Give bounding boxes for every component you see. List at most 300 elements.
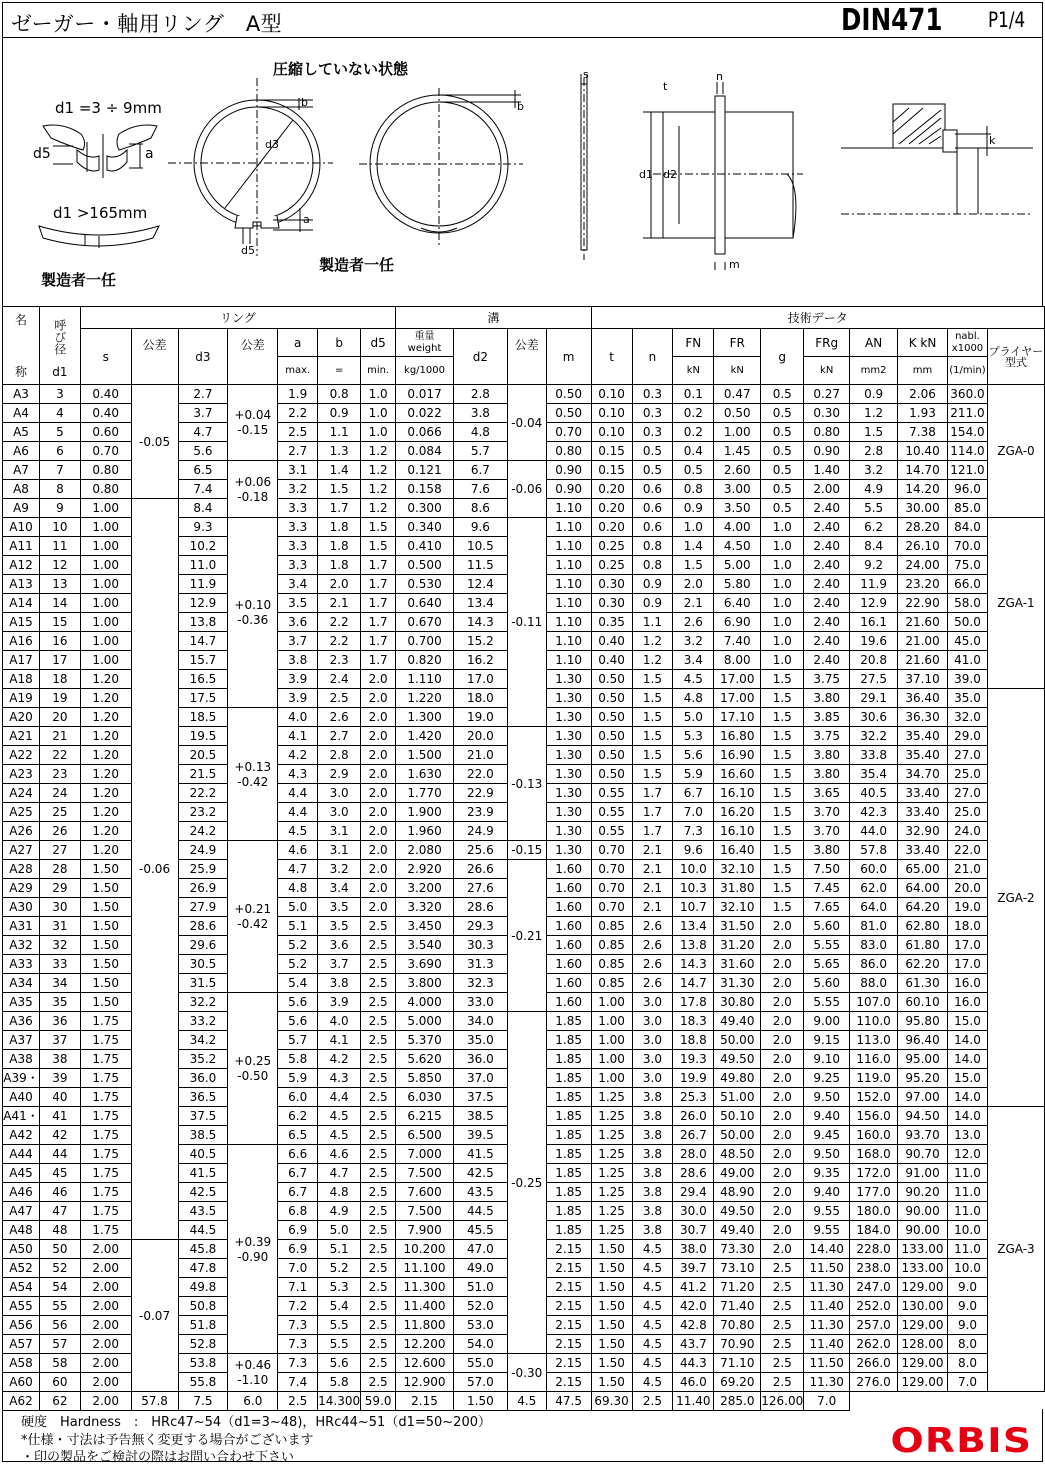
cell-g: 2.0	[761, 936, 804, 955]
cell-nabl: 58.0	[948, 594, 988, 613]
cell-weight: 5.850	[396, 1069, 454, 1088]
cell-nabl: 12.0	[948, 1145, 988, 1164]
cell-m: 1.60	[546, 898, 591, 917]
cell-d2: 35.0	[453, 1031, 507, 1050]
inquiry-note: ・印の製品をご検討の際はお問い合わせ下さい	[21, 1450, 295, 1464]
cell-m: 2.15	[546, 1373, 591, 1392]
cell-m: 0.50	[546, 385, 591, 404]
cell-d3: 26.9	[178, 879, 228, 898]
cell-fr: 0.47	[714, 385, 761, 404]
cell-g: 2.5	[761, 1259, 804, 1278]
cell-g: 2.0	[761, 1221, 804, 1240]
cell-s: 1.75	[80, 1088, 131, 1107]
cell-a: 3.2	[278, 480, 318, 499]
cell-s: 1.75	[80, 1031, 131, 1050]
s-dim-label: s	[583, 68, 589, 81]
cell-fr: 69.30	[591, 1392, 632, 1411]
groove-group-header: 溝	[396, 307, 592, 329]
table-row	[3, 1392, 1045, 1411]
installed-detail	[841, 104, 1033, 214]
cell-nabl: 84.0	[948, 518, 988, 537]
cell-n: 3.8	[632, 1202, 673, 1221]
cell-m: 1.30	[546, 670, 591, 689]
cell-name: A3	[3, 385, 40, 404]
cell-nominal: 31	[39, 917, 80, 936]
cell-a: 7.3	[278, 1335, 318, 1354]
cell-t: 0.50	[591, 708, 632, 727]
cell-fr: 17.00	[714, 670, 761, 689]
cell-d3: 13.8	[178, 613, 228, 632]
cell-k: 62.80	[898, 917, 948, 936]
cell-d3: 22.2	[178, 784, 228, 803]
cell-an: 168.0	[850, 1145, 898, 1164]
cell-s: 1.50	[80, 860, 131, 879]
cell-d5: 2.5	[361, 1373, 396, 1392]
cell-d5: 2.0	[361, 822, 396, 841]
cell-t: 0.70	[591, 898, 632, 917]
cell-m: 1.85	[546, 1145, 591, 1164]
cell-m: 1.85	[546, 1107, 591, 1126]
cell-t: 0.50	[591, 765, 632, 784]
cell-name: A46	[3, 1183, 40, 1202]
cell-nabl: 11.0	[948, 1202, 988, 1221]
cell-frg: 9.40	[804, 1107, 850, 1126]
cell-an: 247.0	[850, 1278, 898, 1297]
cell-n: 1.7	[632, 803, 673, 822]
cell-an: 5.5	[850, 499, 898, 518]
m-dim-label: m	[729, 258, 740, 271]
cell-frg: 11.30	[804, 1278, 850, 1297]
cell-weight: 0.158	[396, 480, 454, 499]
cell-d3: 16.5	[178, 670, 228, 689]
cell-fn: 5.9	[673, 765, 714, 784]
cell-m: 1.85	[546, 1031, 591, 1050]
col-an-header: AN	[850, 329, 898, 357]
cell-nominal: 9	[39, 499, 80, 518]
cell-nominal: 5	[39, 423, 80, 442]
cell-t: 0.25	[591, 556, 632, 575]
cell-d2-tolerance: -0.11	[507, 518, 546, 727]
cell-frg: 3.75	[804, 727, 850, 746]
col-weight-header: 重量 weight	[396, 329, 454, 357]
cell-fn: 10.0	[673, 860, 714, 879]
cell-an: 81.0	[850, 917, 898, 936]
maker-note-2: 製造者一任	[319, 256, 395, 274]
cell-nabl: 32.0	[948, 708, 988, 727]
cell-b: 1.1	[318, 423, 361, 442]
cell-frg: 1.40	[804, 461, 850, 480]
cell-t: 0.15	[591, 442, 632, 461]
cell-s: 2.00	[80, 1259, 131, 1278]
cell-b: 3.5	[318, 917, 361, 936]
cell-nominal: 16	[39, 632, 80, 651]
cell-weight: 14.300	[318, 1392, 361, 1411]
cell-a: 5.4	[278, 974, 318, 993]
cell-d5: 2.5	[361, 1012, 396, 1031]
cell-t: 1.50	[591, 1278, 632, 1297]
cell-m: 1.60	[546, 936, 591, 955]
cell-fr: 73.30	[714, 1240, 761, 1259]
col-d2-tol-header: 公差	[507, 329, 546, 385]
cell-an: 152.0	[850, 1088, 898, 1107]
cell-nabl: 16.0	[948, 974, 988, 993]
cell-s: 1.00	[80, 651, 131, 670]
cell-fn: 25.3	[673, 1088, 714, 1107]
cell-s: 1.20	[80, 841, 131, 860]
cell-s-tolerance: -0.07	[131, 1240, 178, 1392]
cell-a: 6.7	[278, 1183, 318, 1202]
cell-fn: 0.5	[673, 461, 714, 480]
cell-fn: 0.2	[673, 404, 714, 423]
cell-s: 1.75	[80, 1221, 131, 1240]
cell-k: 62.20	[898, 955, 948, 974]
cell-name: A60	[3, 1373, 40, 1392]
cell-frg: 9.00	[804, 1012, 850, 1031]
cell-d5: 2.5	[361, 917, 396, 936]
cell-d3: 20.5	[178, 746, 228, 765]
cell-d2: 53.0	[453, 1316, 507, 1335]
cell-s: 2.00	[80, 1316, 131, 1335]
cell-nabl: 39.0	[948, 670, 988, 689]
cell-t: 0.10	[591, 404, 632, 423]
cell-d2: 13.4	[453, 594, 507, 613]
cell-n: 4.5	[632, 1316, 673, 1335]
cell-t: 0.10	[591, 423, 632, 442]
cell-fn: 43.7	[673, 1335, 714, 1354]
cell-d2: 23.9	[453, 803, 507, 822]
cell-n: 0.6	[632, 480, 673, 499]
cell-a: 7.1	[278, 1278, 318, 1297]
nominal-header-text: 呼び径	[52, 318, 67, 355]
cell-fr: 69.20	[714, 1373, 761, 1392]
cell-frg: 5.65	[804, 955, 850, 974]
cell-m: 0.90	[546, 461, 591, 480]
cell-weight: 7.500	[396, 1164, 454, 1183]
spec-change-note: *仕様・寸法は予告無く変更する場合がございます	[21, 1433, 314, 1448]
cell-d5: 1.2	[361, 499, 396, 518]
cell-a: 3.1	[278, 461, 318, 480]
col-frg-sub: kN	[804, 357, 850, 385]
cell-d3: 32.2	[178, 993, 228, 1012]
cell-frg: 11.30	[804, 1373, 850, 1392]
cell-weight: 3.320	[396, 898, 454, 917]
cell-s: 1.75	[80, 1069, 131, 1088]
col-s-tol-header: 公差	[131, 329, 178, 385]
cell-nabl: 21.0	[948, 860, 988, 879]
cell-fr: 49.40	[714, 1012, 761, 1031]
cell-t: 1.50	[591, 1316, 632, 1335]
col-d3-tol-header: 公差	[228, 329, 278, 385]
cell-fr: 49.00	[714, 1164, 761, 1183]
cell-a: 7.3	[278, 1354, 318, 1373]
cell-d2: 41.5	[453, 1145, 507, 1164]
cell-d2: 37.5	[453, 1088, 507, 1107]
cell-m: 1.10	[546, 613, 591, 632]
cell-nominal: 30	[39, 898, 80, 917]
cell-d3: 29.6	[178, 936, 228, 955]
d3-tolerance-minus: -0.42	[237, 774, 269, 789]
cell-d2: 19.0	[453, 708, 507, 727]
cell-nabl: 7.0	[804, 1392, 850, 1411]
cell-n: 2.6	[632, 974, 673, 993]
cell-an: 40.5	[850, 784, 898, 803]
cell-b: 3.1	[318, 841, 361, 860]
cell-nabl: 10.0	[948, 1221, 988, 1240]
cell-b: 3.0	[318, 784, 361, 803]
cell-name: A48	[3, 1221, 40, 1240]
cell-b: 4.6	[318, 1145, 361, 1164]
col-a-header: a	[278, 329, 318, 357]
cell-fn: 13.8	[673, 936, 714, 955]
cell-frg: 7.65	[804, 898, 850, 917]
d3-tolerance-minus: -0.36	[237, 613, 269, 627]
cell-s: 1.00	[80, 556, 131, 575]
cell-fn: 0.8	[673, 480, 714, 499]
cell-n: 2.1	[632, 879, 673, 898]
cell-d5: 1.7	[361, 594, 396, 613]
cell-k: 34.70	[898, 765, 948, 784]
cell-g: 0.5	[761, 480, 804, 499]
cell-b: 1.5	[318, 480, 361, 499]
main-ring	[168, 78, 333, 256]
cell-name: A56	[3, 1316, 40, 1335]
cell-nominal: 32	[39, 936, 80, 955]
cell-d2: 39.5	[453, 1126, 507, 1145]
cell-name: A4	[3, 404, 40, 423]
cell-a: 3.5	[278, 594, 318, 613]
cell-k: 95.20	[898, 1069, 948, 1088]
cell-frg: 3.65	[804, 784, 850, 803]
cell-g: 1.0	[761, 518, 804, 537]
cell-d5: 2.0	[361, 898, 396, 917]
cell-g: 2.5	[761, 1316, 804, 1335]
cell-an: 83.0	[850, 936, 898, 955]
cell-fr: 1.45	[714, 442, 761, 461]
cell-d3-tolerance	[228, 841, 278, 993]
cell-d5: 1.0	[361, 404, 396, 423]
cell-t: 1.25	[591, 1202, 632, 1221]
cell-t: 1.25	[591, 1183, 632, 1202]
cell-d2: 7.6	[453, 480, 507, 499]
cell-b: 2.2	[318, 613, 361, 632]
cell-a: 3.3	[278, 537, 318, 556]
col-fr-sub: kN	[714, 357, 761, 385]
cell-n: 0.9	[632, 575, 673, 594]
cell-weight: 0.410	[396, 537, 454, 556]
cell-d2: 22.0	[453, 765, 507, 784]
cell-t: 1.25	[591, 1088, 632, 1107]
cell-weight: 4.000	[396, 993, 454, 1012]
cell-fr: 32.10	[714, 898, 761, 917]
cell-nominal: 40	[39, 1088, 80, 1107]
cell-fr: 49.50	[714, 1050, 761, 1069]
cell-weight: 2.080	[396, 841, 454, 860]
cell-frg: 9.50	[804, 1145, 850, 1164]
cell-d2: 32.3	[453, 974, 507, 993]
col-nabl-header: nabl. x1000	[948, 329, 988, 357]
cell-a: 3.8	[278, 651, 318, 670]
cell-nominal: 15	[39, 613, 80, 632]
drawing-svg	[3, 38, 1042, 306]
cell-d3: 42.5	[178, 1183, 228, 1202]
cell-g: 0.5	[761, 461, 804, 480]
cell-nominal: 17	[39, 651, 80, 670]
cell-d3: 36.5	[178, 1088, 228, 1107]
cell-fr: 5.00	[714, 556, 761, 575]
cell-frg: 2.40	[804, 651, 850, 670]
cell-nabl: 29.0	[948, 727, 988, 746]
d3-tolerance-minus: -0.18	[237, 489, 269, 504]
col-t-header: t	[591, 329, 632, 385]
cell-nabl: 15.0	[948, 1069, 988, 1088]
col-fn-header: FN	[673, 329, 714, 357]
cell-an: 33.8	[850, 746, 898, 765]
cell-nabl: 11.0	[948, 1183, 988, 1202]
cell-t: 0.85	[591, 974, 632, 993]
cell-n: 2.6	[632, 936, 673, 955]
cell-a: 6.9	[278, 1221, 318, 1240]
ring-group-header: リング	[80, 307, 395, 329]
cell-b: 4.4	[318, 1088, 361, 1107]
cell-an: 30.6	[850, 708, 898, 727]
d3-tolerance-minus: -0.90	[237, 1249, 269, 1264]
cell-nabl: 14.0	[948, 1031, 988, 1050]
cell-m: 2.15	[546, 1335, 591, 1354]
cell-g: 2.5	[761, 1373, 804, 1392]
cell-a: 3.9	[278, 670, 318, 689]
cell-d3: 30.5	[178, 955, 228, 974]
cell-weight: 5.620	[396, 1050, 454, 1069]
cell-an: 12.9	[850, 594, 898, 613]
cell-a: 3.4	[278, 575, 318, 594]
col-fr-header: FR	[714, 329, 761, 357]
cell-d2: 3.8	[453, 404, 507, 423]
cell-d2: 22.9	[453, 784, 507, 803]
cell-frg: 5.60	[804, 917, 850, 936]
col-weight-sub: kg/1000	[396, 357, 454, 385]
cell-d2: 55.0	[453, 1354, 507, 1373]
cell-m: 1.85	[546, 1183, 591, 1202]
d3-tolerance-minus: -1.10	[237, 1373, 269, 1387]
cell-d3: 15.7	[178, 651, 228, 670]
cell-fr: 70.90	[714, 1335, 761, 1354]
cell-name: A34	[3, 974, 40, 993]
cell-nominal: 55	[39, 1297, 80, 1316]
cell-d2-tolerance: -0.21	[507, 860, 546, 1012]
col-g-header: g	[761, 329, 804, 385]
cell-name: A8	[3, 480, 40, 499]
cell-nominal: 45	[39, 1164, 80, 1183]
cell-d5: 1.7	[361, 556, 396, 575]
cell-name: A33	[3, 955, 40, 974]
cell-nominal: 54	[39, 1278, 80, 1297]
cell-d3: 35.2	[178, 1050, 228, 1069]
cell-k: 26.10	[898, 537, 948, 556]
cell-k: 128.00	[898, 1335, 948, 1354]
cell-fn: 17.8	[673, 993, 714, 1012]
cell-m: 2.15	[546, 1316, 591, 1335]
d3-tolerance-plus: +0.10	[234, 598, 272, 612]
cell-m: 1.30	[546, 765, 591, 784]
cell-nabl: 17.0	[948, 955, 988, 974]
cell-b: 1.3	[318, 442, 361, 461]
cell-t: 1.00	[591, 1050, 632, 1069]
cell-fr: 31.30	[714, 974, 761, 993]
cell-nominal: 12	[39, 556, 80, 575]
cell-g: 2.0	[761, 1164, 804, 1183]
cell-b: 4.7	[318, 1164, 361, 1183]
cell-n: 0.5	[632, 461, 673, 480]
cell-d5: 2.0	[361, 727, 396, 746]
cell-m: 1.30	[546, 822, 591, 841]
cell-d3: 43.5	[178, 1202, 228, 1221]
cell-d5: 2.5	[361, 1031, 396, 1050]
cell-m: 2.15	[396, 1392, 454, 1411]
cell-m: 2.15	[546, 1354, 591, 1373]
technical-drawing	[2, 38, 1043, 306]
cell-an: 228.0	[850, 1240, 898, 1259]
cell-a: 5.9	[278, 1069, 318, 1088]
cell-an: 11.9	[850, 575, 898, 594]
brand-logo: ORBIS	[890, 1421, 1032, 1461]
cell-name: A25	[3, 803, 40, 822]
spec-table-body	[3, 307, 1045, 1411]
cell-g: 0.5	[761, 499, 804, 518]
cell-d2: 30.3	[453, 936, 507, 955]
cell-fn: 1.0	[673, 518, 714, 537]
cell-fn: 38.0	[673, 1240, 714, 1259]
cell-k: 90.00	[898, 1221, 948, 1240]
cell-g: 2.0	[761, 1240, 804, 1259]
cell-g: 1.0	[761, 575, 804, 594]
cell-fr: 50.00	[714, 1126, 761, 1145]
cell-d2-tolerance: -0.30	[507, 1354, 546, 1392]
cell-an: 44.0	[850, 822, 898, 841]
cell-name: A14	[3, 594, 40, 613]
cell-k: 133.00	[898, 1259, 948, 1278]
cell-frg: 9.40	[804, 1183, 850, 1202]
cell-d5: 1.0	[361, 385, 396, 404]
cell-fr: 51.00	[714, 1088, 761, 1107]
cell-k: 60.10	[898, 993, 948, 1012]
cell-t: 0.15	[591, 461, 632, 480]
cell-frg: 9.15	[804, 1031, 850, 1050]
cell-fr: 16.20	[714, 803, 761, 822]
cell-fn: 19.3	[673, 1050, 714, 1069]
cell-d5: 2.5	[361, 1278, 396, 1297]
cell-d2: 42.5	[453, 1164, 507, 1183]
cell-b: 5.5	[318, 1335, 361, 1354]
cell-d2: 24.9	[453, 822, 507, 841]
cell-a: 4.2	[278, 746, 318, 765]
cell-t: 0.40	[591, 632, 632, 651]
cell-b: 0.9	[318, 404, 361, 423]
cell-frg: 5.60	[804, 974, 850, 993]
cell-d5: 1.2	[361, 461, 396, 480]
cell-frg: 2.40	[804, 499, 850, 518]
maker-note-1: 製造者一任	[41, 271, 117, 289]
cell-fr: 31.50	[714, 917, 761, 936]
cell-an: 64.0	[850, 898, 898, 917]
cell-t: 1.50	[591, 1335, 632, 1354]
cell-weight: 0.066	[396, 423, 454, 442]
cell-d3: 27.9	[178, 898, 228, 917]
cell-d2-tolerance: -0.25	[507, 1012, 546, 1354]
cell-frg: 3.70	[804, 803, 850, 822]
cell-b: 4.5	[318, 1126, 361, 1145]
cell-nabl: 25.0	[948, 803, 988, 822]
k-dim-label: k	[989, 134, 996, 147]
